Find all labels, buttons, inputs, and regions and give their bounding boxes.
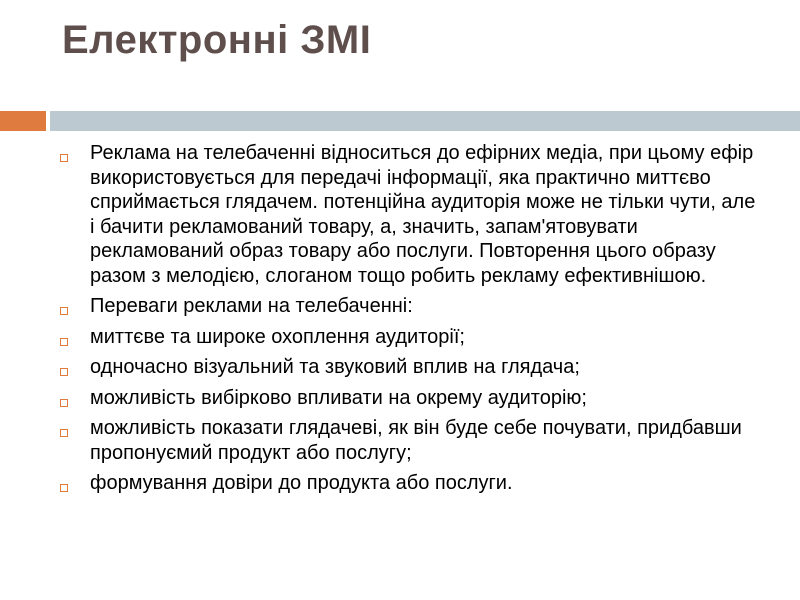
slide-title: Електронні ЗМІ	[62, 18, 372, 62]
square-bullet-icon	[60, 338, 68, 346]
square-bullet-icon	[60, 368, 68, 376]
bullet-text: миттєве та широке охоплення аудиторії;	[90, 325, 465, 348]
bullet-text: Переваги реклами на телебаченні:	[90, 295, 413, 317]
title-rule-bar	[50, 111, 800, 131]
bullet-text: формування довіри до продукта або послуги.	[90, 472, 513, 494]
square-bullet-icon	[60, 429, 68, 437]
bullet-item	[60, 471, 760, 496]
square-bullet-icon	[60, 399, 68, 407]
bullet-item	[60, 141, 760, 288]
bullet-item	[60, 416, 760, 465]
bullet-item	[60, 355, 760, 380]
square-bullet-icon	[60, 154, 68, 162]
square-bullet-icon	[60, 307, 68, 315]
bullet-list	[60, 141, 760, 502]
bullet-text: можливість вибірково впливати на окрему аудиторію;	[90, 386, 587, 409]
bullet-item	[60, 325, 760, 350]
bullet-text: можливість показати глядачеві, як він буде себе почувати, придбавши пропонуємий продукт або послугу;	[90, 417, 742, 464]
bullet-item	[60, 294, 760, 319]
bullet-text: одночасно візуальний та звуковий вплив на глядача;	[90, 356, 580, 378]
title-accent-bar	[0, 111, 46, 131]
bullet-item	[60, 386, 760, 411]
square-bullet-icon	[60, 484, 68, 492]
bullet-text: Реклама на телебаченні відноситься до ефірних медіа, при цьому ефір використовується для передачі інформації, яка практично миттєво сприймається глядачем. потенційна аудиторія може не тільки чути, але і бачити рекламований товару, а, значить, запам'ятовувати рекламований образ товару або послуги. Повторення цього образу разом з мелодією, слоганом тощо робить рекламу ефективнішою.	[90, 142, 756, 287]
